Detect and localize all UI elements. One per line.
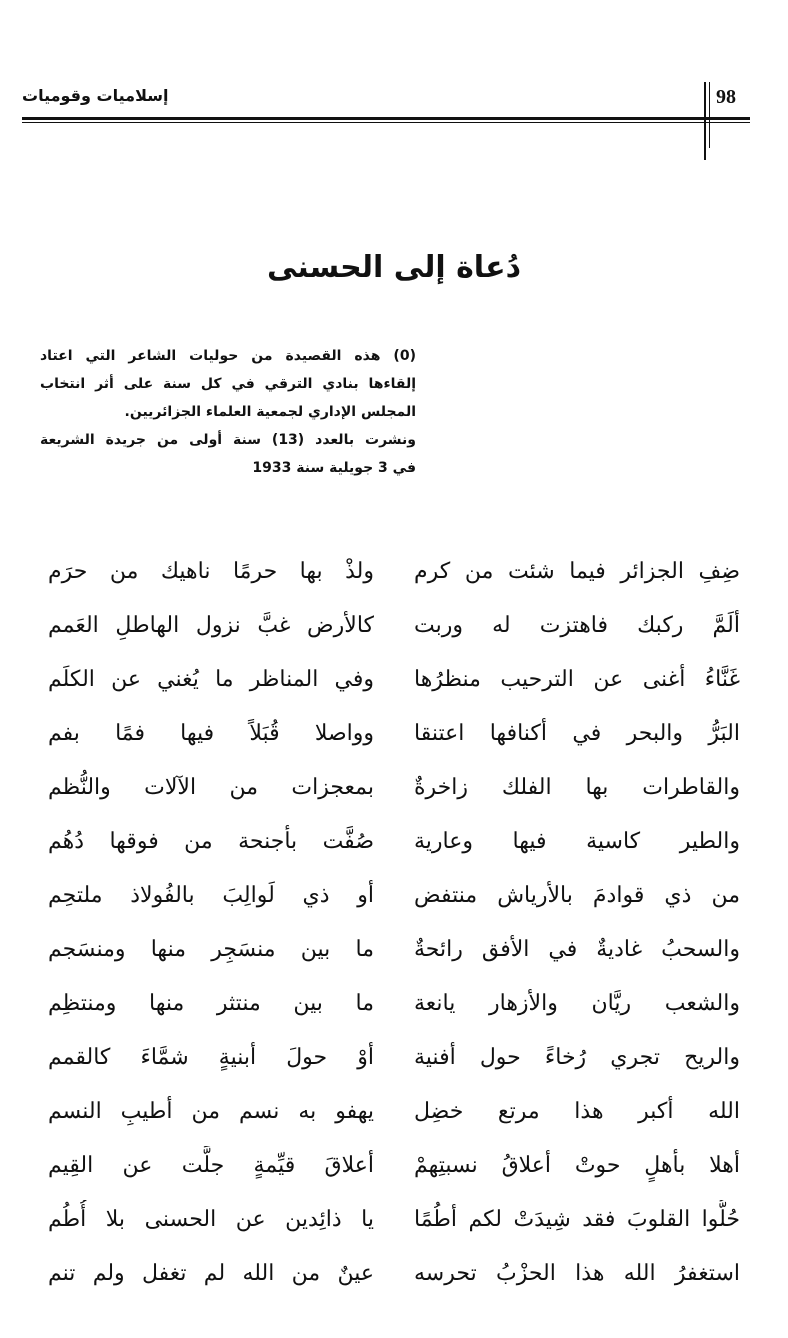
verse: [40, 606, 740, 660]
footnote-line: ونشرت بالعدد (13) سنة أولى من جريدة الشريعة: [40, 432, 416, 448]
verse: [40, 1092, 740, 1146]
header-vertical-rule: [704, 82, 706, 160]
verse: [40, 1146, 740, 1200]
verse-second-hemistich: عينٌ من الله لم تغفل ولم تنم: [48, 1261, 374, 1286]
verse-first-hemistich: من ذي قوادمَ بالأرياش منتفض: [414, 883, 740, 908]
verse-second-hemistich: وواصلا قُبَلاً فيها فمًا بفم: [48, 721, 374, 746]
verse: [40, 822, 740, 876]
verse-second-hemistich: ولذْ بها حرمًا ناهيك من حرَم: [48, 559, 374, 584]
verse: [40, 1254, 740, 1308]
verse-first-hemistich: حُلُّوا القلوبَ فقد شِيدَتْ لكم أطُمًا: [414, 1207, 740, 1232]
poem-verses: [40, 552, 740, 1308]
page-number: 98: [716, 86, 736, 108]
verse-first-hemistich: والسحبُ غاديةٌ في الأفق رائحةٌ: [414, 937, 740, 962]
verse-second-hemistich: أو ذي لَوالِبَ بالفُولاذ ملتحِم: [48, 883, 374, 908]
footnote-line: المجلس الإداري لجمعية العلماء الجزائريين.: [124, 404, 416, 420]
header-rule-thin: [22, 122, 750, 123]
verse: [40, 552, 740, 606]
header-vertical-rule-thin: [709, 82, 710, 148]
verse-first-hemistich: والريح تجري رُخاءً حول أفنية: [414, 1045, 740, 1070]
verse: [40, 660, 740, 714]
verse-second-hemistich: كالأرض غبَّ نزول الهاطلِ العَمم: [48, 613, 374, 638]
header-rule-thick: [22, 117, 750, 120]
verse: [40, 714, 740, 768]
verse: [40, 930, 740, 984]
verse-second-hemistich: يهفو به نسم من أطيبِ النسم: [48, 1099, 374, 1124]
verse: [40, 984, 740, 1038]
poem-footnote: [40, 342, 416, 482]
verse-second-hemistich: بمعجزات من الآلات والنُّظم: [48, 775, 374, 800]
verse: [40, 1200, 740, 1254]
footnote-line: في 3 جويلية سنة 1933: [252, 460, 416, 476]
verse-second-hemistich: يا ذائِدين عن الحسنى بلا أُطُم: [48, 1207, 374, 1232]
verse-first-hemistich: ألَمَّ ركبك فاهتزت له وربت: [414, 613, 740, 638]
verse-first-hemistich: ضِفِ الجزائر فيما شئت من كرم: [414, 559, 740, 584]
footnote-line: (0) هذه القصيدة من حوليات الشاعر التي اعتاد: [40, 348, 416, 364]
running-title: إسلاميات وقوميات: [22, 86, 169, 105]
verse-first-hemistich: والطير كاسية فيها وعارية: [414, 829, 740, 854]
verse-first-hemistich: استغفرُ الله هذا الحزْبُ تحرسه: [414, 1261, 740, 1286]
verse-second-hemistich: أعلاقَ قيِّمةٍ جلَّت عن القِيم: [48, 1153, 374, 1178]
verse-first-hemistich: البَرُّ والبحر في أكنافها اعتنقا: [414, 721, 740, 746]
verse: [40, 876, 740, 930]
verse-second-hemistich: وفي المناظر ما يُغني عن الكلَم: [48, 667, 374, 692]
verse-second-hemistich: صُفَّت بأجنحة من فوقها دُهُم: [48, 829, 374, 854]
verse-second-hemistich: أوْ حولَ أبنيةٍ شمَّاءَ كالقمم: [48, 1045, 374, 1070]
verse-second-hemistich: ما بين منتثر منها ومنتظِم: [48, 991, 374, 1016]
verse-first-hemistich: أهلا بأهلٍ حوتْ أعلاقُ نسبتِهمْ: [414, 1153, 740, 1178]
footnote-line: إلقاءها بنادي الترقي في كل سنة على أثر انتخاب: [40, 376, 416, 392]
verse: [40, 768, 740, 822]
verse-first-hemistich: والقاطرات بها الفلك زاخرةٌ: [414, 775, 740, 800]
verse-first-hemistich: والشعب ريَّان والأزهار يانعة: [414, 991, 740, 1016]
running-header: [0, 0, 788, 170]
verse-first-hemistich: غَنَّاءُ أغنى عن الترحيب منظرُها: [414, 667, 740, 692]
verse-second-hemistich: ما بين منسَجِر منها ومنسَجم: [48, 937, 374, 962]
verse: [40, 1038, 740, 1092]
poem-title: دُعاة إلى الحسنى: [267, 250, 521, 285]
verse-first-hemistich: الله أكبر هذا مرتع خضِل: [414, 1099, 740, 1124]
